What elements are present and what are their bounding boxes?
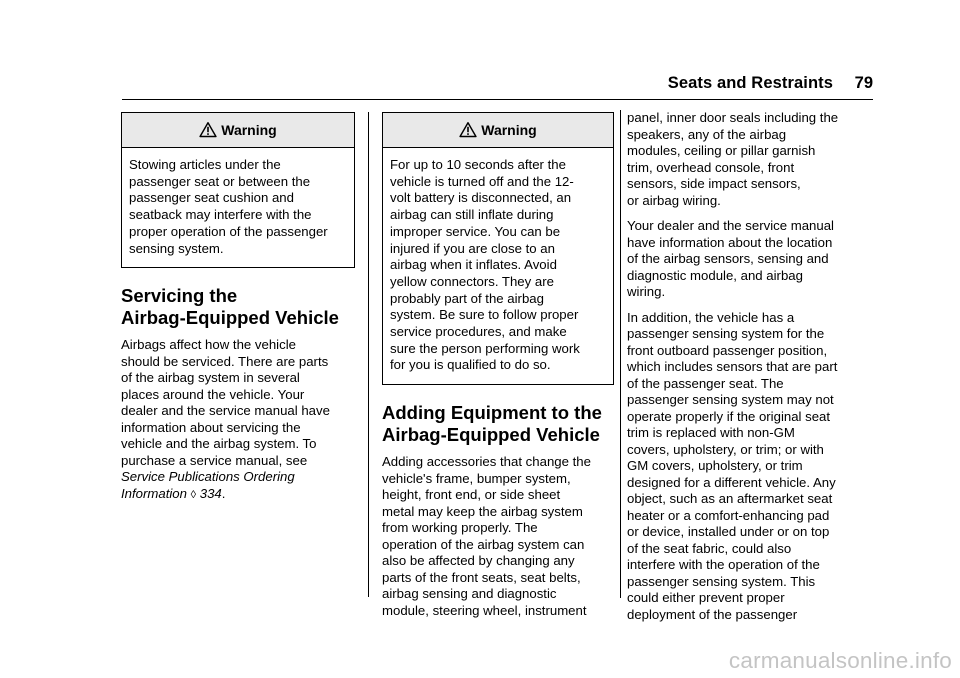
text-line: trim is replaced with non-GM <box>627 425 795 440</box>
warning-header <box>383 113 613 148</box>
text-line: wiring. <box>627 284 666 299</box>
text-line: or device, installed under or on top <box>627 524 830 539</box>
text-line: injured if you are close to an <box>390 240 555 256</box>
watermark: carmanualsonline.info <box>728 648 952 673</box>
text-line: object, such as an aftermarket seat <box>627 491 833 506</box>
text-line: yellow connectors. They are <box>390 273 554 289</box>
text-line: passenger seat or between the <box>129 173 311 189</box>
section-heading <box>121 285 355 329</box>
page-reference[interactable]: 334 <box>199 485 222 501</box>
text-line: GM covers, upholstery, or trim <box>627 458 803 473</box>
text-line: passenger sensing system may not <box>627 392 834 407</box>
warning-box <box>382 112 614 385</box>
text-line: sensors, side impact sensors, <box>627 176 801 191</box>
page-reference-icon: ◊ <box>190 488 197 501</box>
section-heading <box>382 402 614 446</box>
text-line: of the airbag system in several <box>121 370 300 386</box>
warning-box <box>121 112 355 268</box>
heading-line: Adding Equipment to the <box>382 402 602 424</box>
text-line: designed for a different vehicle. Any <box>627 474 836 490</box>
column-divider-1 <box>368 112 369 597</box>
text-line: For up to 10 seconds after the <box>390 157 566 172</box>
text-line: vehicle's frame, bumper system, <box>382 470 571 486</box>
text-line: airbag when it inflates. Avoid <box>390 257 557 273</box>
text-line: for you is qualified to do so. <box>390 357 551 373</box>
text-line: passenger sensing system. This <box>627 573 816 589</box>
column-3 <box>627 110 875 623</box>
text-line: speakers, any of the airbag <box>627 126 787 142</box>
text-line: seatback may interfere with the <box>129 207 312 223</box>
text-line: sensing system. <box>129 240 224 256</box>
text-line: could either prevent proper <box>627 590 785 605</box>
column-divider-2 <box>620 110 621 598</box>
text-line: vehicle is turned off and the 12- <box>390 173 574 189</box>
text-line: of the airbag sensors, sensing and <box>627 251 829 266</box>
text-line: airbag can still inflate during <box>390 207 554 223</box>
text-line: In addition, the vehicle has a <box>627 309 795 325</box>
text-line: module, steering wheel, instrument <box>382 602 587 618</box>
text-line: system. Be sure to follow proper <box>390 307 579 323</box>
text-line: airbag sensing and diagnostic <box>382 586 557 602</box>
text-line: deployment of the passenger <box>627 606 798 622</box>
page-number: 79 <box>854 74 873 92</box>
text-line: height, front end, or side sheet <box>382 487 561 503</box>
text-line: Your dealer and the service manual <box>627 218 834 233</box>
text-line: information about servicing the <box>121 419 301 435</box>
text-line: purchase a service manual, see <box>121 452 308 468</box>
text-line: improper service. You can be <box>390 223 561 239</box>
text-line: also be affected by changing any <box>382 553 575 569</box>
heading-line: Airbag-Equipped Vehicle <box>121 307 339 329</box>
period: . <box>221 485 226 501</box>
paragraph-1 <box>627 110 875 209</box>
warning-text <box>383 148 613 384</box>
text-line: have information about the location <box>627 234 833 250</box>
text-line: proper operation of the passenger <box>129 223 328 239</box>
text-line: places around the vehicle. Your <box>121 386 305 402</box>
warning-title: Warning <box>221 122 277 138</box>
text-line: sure the person performing work <box>390 340 580 356</box>
text-line: interfere with the operation of the <box>627 557 820 572</box>
text-line: diagnostic module, and airbag <box>627 267 803 283</box>
warning-icon <box>459 121 477 138</box>
paragraph-2 <box>627 218 875 301</box>
heading-line: Airbag-Equipped Vehicle <box>382 424 600 446</box>
cross-reference-link[interactable]: Service Publications Ordering <box>121 469 295 485</box>
text-line: Airbags affect how the vehicle <box>121 337 296 353</box>
section-title-header: Seats and Restraints <box>667 74 833 92</box>
text-line: parts of the front seats, seat belts, <box>382 569 581 585</box>
warning-icon <box>199 121 217 138</box>
cross-reference-line <box>121 486 355 504</box>
text-line: vehicle and the airbag system. To <box>121 436 317 452</box>
text-line: covers, upholstery, or trim; or with <box>627 441 824 457</box>
heading-line: Servicing the <box>121 285 238 307</box>
text-line: front outboard passenger position, <box>627 342 828 358</box>
warning-title: Warning <box>481 122 537 138</box>
text-line: Stowing articles under the <box>129 157 281 172</box>
text-line: probably part of the airbag <box>390 290 544 306</box>
column-1 <box>121 112 355 503</box>
text-line: dealer and the service manual have <box>121 403 330 419</box>
text-line: trim, overhead console, front <box>627 159 795 175</box>
text-line: of the seat fabric, could also <box>627 540 792 556</box>
paragraph-3 <box>627 310 875 624</box>
section-paragraph <box>382 454 614 619</box>
section-paragraph <box>121 337 355 503</box>
text-line: heater or a comfort-enhancing pad <box>627 507 830 523</box>
text-line: operate properly if the original seat <box>627 408 831 424</box>
text-line: operation of the airbag system can <box>382 536 585 552</box>
text-line: which includes sensors that are part <box>627 359 838 374</box>
text-line: from working properly. The <box>382 520 538 536</box>
text-line: Adding accessories that change the <box>382 454 591 470</box>
column-2 <box>382 112 614 619</box>
text-line: volt battery is disconnected, an <box>390 190 572 206</box>
text-line: modules, ceiling or pillar garnish <box>627 143 816 158</box>
text-line: or airbag wiring. <box>627 192 721 208</box>
text-line: passenger sensing system for the <box>627 326 825 341</box>
text-line: of the passenger seat. The <box>627 375 784 391</box>
text-line: panel, inner door seals including the <box>627 110 839 125</box>
text-line: passenger seat cushion and <box>129 190 294 206</box>
warning-header <box>122 113 354 148</box>
page-header <box>122 72 873 100</box>
text-line: service procedures, and make <box>390 324 567 340</box>
warning-text <box>122 148 354 267</box>
text-line: should be serviced. There are parts <box>121 353 329 369</box>
cross-reference-link-end[interactable]: Information <box>121 485 187 501</box>
text-line: metal may keep the airbag system <box>382 503 583 519</box>
